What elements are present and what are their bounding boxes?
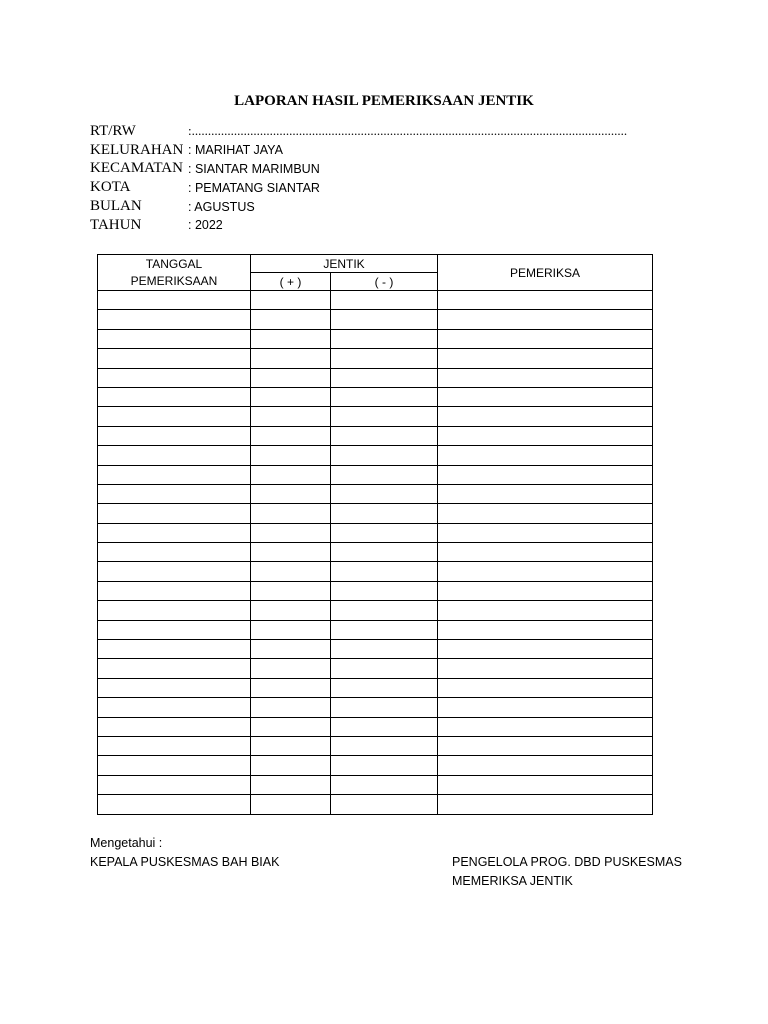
table-cell	[98, 407, 251, 426]
table-cell	[438, 310, 653, 329]
header-tanggal	[98, 255, 251, 291]
table-cell	[98, 562, 251, 581]
info-value: : 2022	[188, 218, 223, 233]
table-row	[98, 349, 653, 368]
info-label: KELURAHAN	[90, 141, 184, 158]
table-cell	[331, 387, 438, 406]
table-row	[98, 543, 653, 562]
table-cell	[98, 698, 251, 717]
table-row	[98, 291, 653, 310]
table-row	[98, 795, 653, 814]
table-row	[98, 717, 653, 736]
table-cell	[331, 756, 438, 775]
table-cell	[331, 465, 438, 484]
table-cell	[331, 310, 438, 329]
table-cell	[251, 601, 331, 620]
table-cell	[98, 717, 251, 736]
info-value: : SIANTAR MARIMBUN	[188, 161, 320, 176]
table-cell	[331, 659, 438, 678]
info-value: :......................................................................................................................................	[188, 123, 628, 139]
table-cell	[438, 581, 653, 600]
info-label: KOTA	[90, 179, 131, 196]
table-row	[98, 659, 653, 678]
table-row	[98, 446, 653, 465]
table-cell	[98, 310, 251, 329]
info-row-bulan	[90, 197, 627, 216]
table-cell	[438, 562, 653, 581]
table-cell	[331, 562, 438, 581]
info-value: : AGUSTUS	[188, 199, 255, 214]
table-cell	[438, 543, 653, 562]
table-row	[98, 465, 653, 484]
table-cell	[331, 426, 438, 445]
table-cell	[251, 562, 331, 581]
table-row	[98, 310, 653, 329]
info-label: BULAN	[90, 198, 142, 215]
table-cell	[251, 620, 331, 639]
info-label: RT/RW	[90, 122, 136, 139]
table-cell	[331, 775, 438, 794]
table-row	[98, 756, 653, 775]
info-label: TAHUN	[90, 216, 142, 233]
table-cell	[251, 756, 331, 775]
table-cell	[251, 446, 331, 465]
table-cell	[331, 640, 438, 659]
table-row	[98, 426, 653, 445]
inspection-table	[97, 254, 653, 815]
header-tanggal-label: TANGGAL PEMERIKSAAN	[130, 256, 218, 288]
table-cell	[438, 601, 653, 620]
table-cell	[251, 407, 331, 426]
info-row-kota	[90, 178, 627, 197]
table-cell	[98, 543, 251, 562]
header-jentik: JENTIK	[251, 255, 438, 273]
table-cell	[331, 543, 438, 562]
table-cell	[331, 581, 438, 600]
table-cell	[98, 387, 251, 406]
table-row	[98, 698, 653, 717]
table-cell	[251, 659, 331, 678]
table-cell	[438, 329, 653, 348]
table-cell	[438, 446, 653, 465]
table-cell	[438, 465, 653, 484]
table-cell	[98, 581, 251, 600]
table-cell	[98, 523, 251, 542]
table-cell	[331, 678, 438, 697]
table-cell	[438, 407, 653, 426]
table-cell	[331, 717, 438, 736]
table-cell	[438, 484, 653, 503]
table-cell	[438, 620, 653, 639]
info-row-rtrw	[90, 122, 627, 141]
table-cell	[438, 698, 653, 717]
table-cell	[331, 698, 438, 717]
table-cell	[251, 795, 331, 814]
report-title: LAPORAN HASIL PEMERIKSAAN JENTIK	[234, 93, 534, 109]
table-cell	[438, 387, 653, 406]
table-cell	[98, 329, 251, 348]
info-row-kelurahan	[90, 141, 627, 160]
table-cell	[98, 795, 251, 814]
header-pemeriksa: PEMERIKSA	[438, 255, 653, 291]
table-cell	[251, 368, 331, 387]
table-cell	[331, 349, 438, 368]
table-cell	[98, 775, 251, 794]
table-row	[98, 775, 653, 794]
table-cell	[331, 329, 438, 348]
table-cell	[98, 465, 251, 484]
info-value: : PEMATANG SIANTAR	[188, 180, 320, 195]
left-signatory-title: KEPALA PUSKESMAS BAH BIAK	[90, 855, 280, 869]
table-row	[98, 678, 653, 697]
table-cell	[331, 795, 438, 814]
table-cell	[98, 736, 251, 755]
table-cell	[251, 543, 331, 562]
table-cell	[251, 717, 331, 736]
table-cell	[438, 717, 653, 736]
table-cell	[251, 329, 331, 348]
table-cell	[251, 484, 331, 503]
table-cell	[251, 465, 331, 484]
table-cell	[251, 698, 331, 717]
table-row	[98, 601, 653, 620]
info-value: : MARIHAT JAYA	[188, 143, 283, 158]
info-row-kecamatan	[90, 160, 627, 179]
table-cell	[98, 756, 251, 775]
table-cell	[331, 484, 438, 503]
table-cell	[251, 581, 331, 600]
info-row-tahun	[90, 216, 627, 235]
table-row	[98, 407, 653, 426]
table-cell	[438, 775, 653, 794]
table-cell	[438, 678, 653, 697]
table-cell	[251, 387, 331, 406]
table-cell	[331, 407, 438, 426]
table-cell	[251, 426, 331, 445]
table-cell	[98, 659, 251, 678]
table-cell	[438, 291, 653, 310]
table-row	[98, 368, 653, 387]
table-cell	[331, 291, 438, 310]
table-cell	[331, 368, 438, 387]
table-cell	[331, 601, 438, 620]
table-row	[98, 640, 653, 659]
table-cell	[98, 601, 251, 620]
table-row	[98, 562, 653, 581]
table-cell	[331, 523, 438, 542]
table-row	[98, 504, 653, 523]
table-cell	[251, 775, 331, 794]
table-cell	[98, 426, 251, 445]
table-cell	[98, 504, 251, 523]
table-cell	[331, 446, 438, 465]
table-row	[98, 620, 653, 639]
table-cell	[98, 678, 251, 697]
table-cell	[331, 504, 438, 523]
header-negative: ( - )	[331, 273, 438, 291]
table-cell	[98, 291, 251, 310]
header-positive: ( + )	[251, 273, 331, 291]
table-cell	[251, 349, 331, 368]
info-label: KECAMATAN	[90, 160, 183, 177]
table-cell	[438, 523, 653, 542]
mengetahui-label: Mengetahui :	[90, 836, 163, 850]
table-row	[98, 387, 653, 406]
table-cell	[251, 291, 331, 310]
table-cell	[98, 349, 251, 368]
table-cell	[251, 678, 331, 697]
right-signatory-title: PENGELOLA PROG. DBD PUSKESMAS	[452, 855, 682, 869]
table-cell	[438, 736, 653, 755]
table-cell	[438, 349, 653, 368]
table-cell	[251, 640, 331, 659]
table-cell	[331, 620, 438, 639]
table-cell	[251, 523, 331, 542]
table-cell	[251, 310, 331, 329]
table-cell	[438, 640, 653, 659]
table-cell	[98, 640, 251, 659]
table-cell	[98, 484, 251, 503]
table-cell	[331, 736, 438, 755]
table-row	[98, 581, 653, 600]
table-cell	[98, 620, 251, 639]
table-cell	[438, 426, 653, 445]
table-cell	[251, 504, 331, 523]
table-cell	[438, 756, 653, 775]
table-cell	[438, 795, 653, 814]
table-row	[98, 523, 653, 542]
table-row	[98, 329, 653, 348]
table-body	[98, 291, 653, 815]
table-cell	[98, 368, 251, 387]
info-block	[90, 122, 627, 235]
table-cell	[438, 368, 653, 387]
table-row	[98, 484, 653, 503]
table-cell	[438, 659, 653, 678]
table-cell	[98, 446, 251, 465]
right-signatory-subtitle: MEMERIKSA JENTIK	[452, 874, 573, 888]
table-row	[98, 736, 653, 755]
table-cell	[251, 736, 331, 755]
table-cell	[438, 504, 653, 523]
